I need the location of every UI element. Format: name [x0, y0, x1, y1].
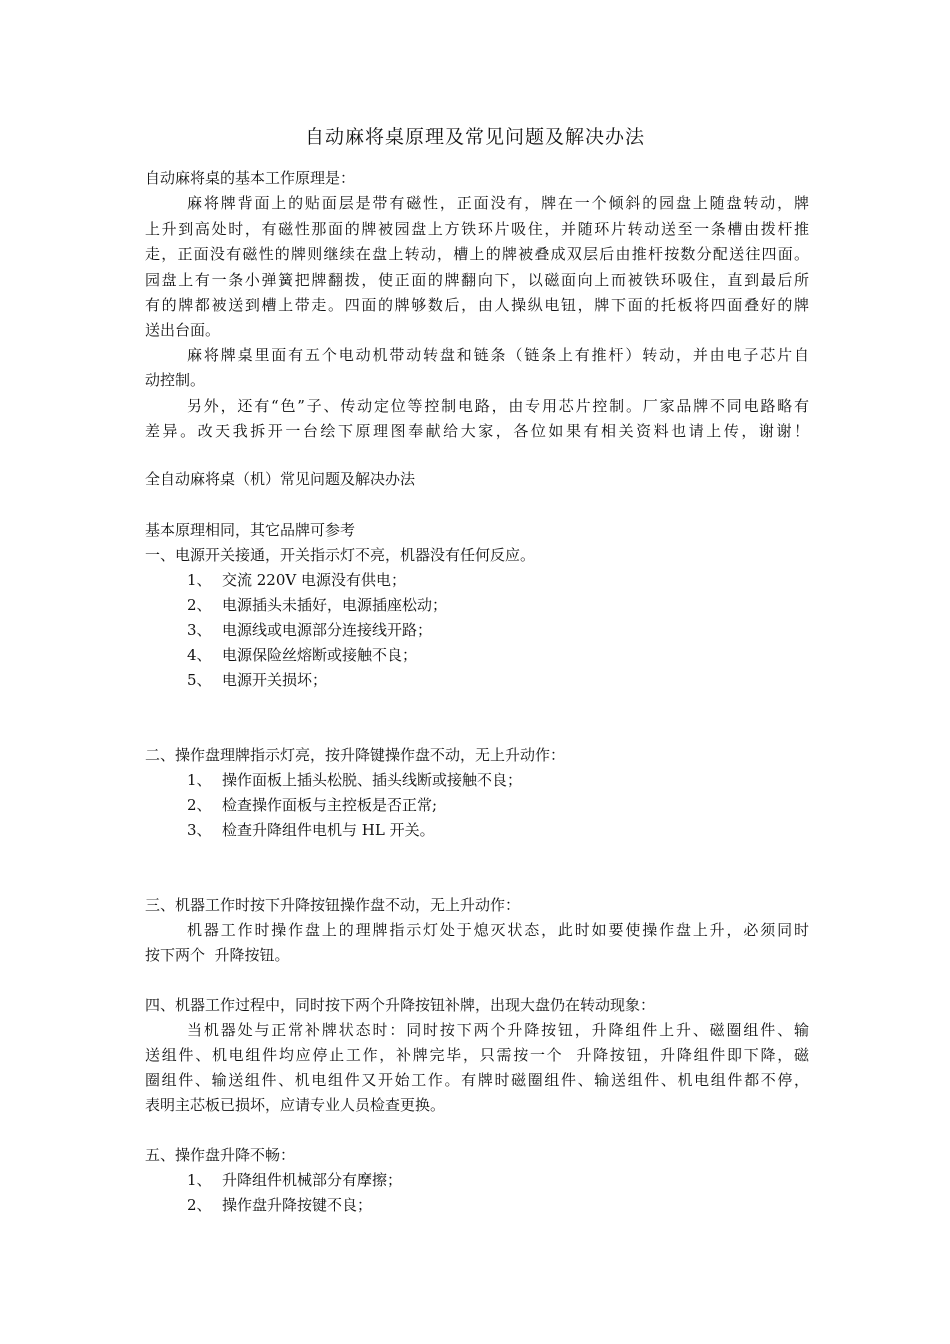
paragraph-line: 差异。改天我拆开一台绘下原理图奉献给大家，各位如果有相关资料也请上传，谢谢！: [145, 422, 809, 440]
paragraph-line: 麻将牌背面上的贴面层是带有磁性，正面没有，牌在一个倾斜的园盘上随盘转动，牌: [187, 194, 809, 212]
list-item-number: 4、: [187, 646, 212, 664]
list-item-number: 2、: [187, 1196, 212, 1214]
list-item-number: 3、: [187, 821, 212, 839]
list-item-text: 检查操作面板与主控板是否正常;: [222, 796, 438, 814]
list-item-number: 1、: [187, 771, 212, 789]
question-heading: 二、操作盘理牌指示灯亮，按升降键操作盘不动，无上升动作：: [145, 746, 566, 764]
paragraph-line: 送出台面。: [145, 321, 221, 339]
list-item-number: 2、: [187, 796, 212, 814]
question-heading: 四、机器工作过程中，同时按下两个升降按钮补牌，出现大盘仍在转动现象：: [145, 996, 656, 1014]
paragraph-line: 麻将牌桌里面有五个电动机带动转盘和链条（链条上有推杆）转动，并由电子芯片自: [187, 346, 809, 364]
paragraph-line: 另外，还有“色”子、传动定位等控制电路，由专用芯片控制。厂家品牌不同电路略有: [187, 397, 809, 415]
list-item-text: 电源线或电源部分连接线开路；: [222, 621, 433, 639]
list-item-text: 检查升降组件电机与 HL 开关。: [222, 821, 435, 839]
paragraph-line: 圈组件、输送组件、机电组件又开始工作。有牌时磁圈组件、输送组件、机电组件都不停，: [145, 1071, 809, 1089]
paragraph-line: 动控制。: [145, 371, 206, 389]
list-item-text: 升降组件机械部分有摩擦；: [222, 1171, 403, 1189]
basic-note: 基本原理相同，其它品牌可参考: [145, 521, 356, 539]
section-title: 全自动麻将桌（机）常见问题及解决办法: [145, 470, 416, 488]
paragraph-line: 按下两个 升降按钮。: [145, 946, 290, 964]
list-item-number: 2、: [187, 596, 212, 614]
paragraph-line: 园盘上有一条小弹簧把牌翻拨，使正面的牌翻向下，以磁面向上而被铁环吸住，直到最后所: [145, 271, 809, 289]
list-item-text: 电源开关损坏；: [222, 671, 328, 689]
list-item-number: 3、: [187, 621, 212, 639]
list-item-number: 1、: [187, 571, 212, 589]
list-item-number: 1、: [187, 1171, 212, 1189]
list-item-text: 操作面板上插头松脱、插头线断或接触不良；: [222, 771, 523, 789]
list-item-text: 电源插头未插好，电源插座松动；: [222, 596, 448, 614]
paragraph-line: 当机器处与正常补牌状态时：同时按下两个升降按钮，升降组件上升、磁圈组件、输: [187, 1021, 809, 1039]
question-heading: 一、电源开关接通，开关指示灯不亮，机器没有任何反应。: [145, 546, 536, 564]
paragraph-line: 表明主芯板已损坏，应请专业人员检查更换。: [145, 1096, 446, 1114]
paragraph-line: 有的牌都被送到槽上带走。四面的牌够数后，由人操纵电钮，牌下面的托板将四面叠好的牌: [145, 296, 809, 314]
list-item-text: 交流 220V 电源没有供电；: [222, 571, 406, 589]
question-heading: 三、机器工作时按下升降按钮操作盘不动，无上升动作：: [145, 896, 521, 914]
list-item-text: 操作盘升降按键不良；: [222, 1196, 373, 1214]
list-item-number: 5、: [187, 671, 212, 689]
document-title: 自动麻将桌原理及常见问题及解决办法: [304, 126, 645, 148]
paragraph-line: 机器工作时操作盘上的理牌指示灯处于熄灭状态，此时如要使操作盘上升，必须同时: [187, 921, 809, 939]
paragraph-line: 上升到高处时，有磁性那面的牌被园盘上方铁环片吸住，并随环片转动送至一条槽由拨杆推: [145, 220, 809, 238]
paragraph-line: 走，正面没有磁性的牌则继续在盘上转动，槽上的牌被叠成双层后由推杆按数分配送往四面。: [145, 245, 809, 263]
question-heading: 五、操作盘升降不畅：: [145, 1146, 296, 1164]
intro-heading: 自动麻将桌的基本工作原理是：: [145, 169, 356, 187]
list-item-text: 电源保险丝熔断或接触不良；: [222, 646, 418, 664]
paragraph-line: 送组件、机电组件均应停止工作，补牌完毕，只需按一个 升降按钮，升降组件即下降，磁: [145, 1046, 809, 1064]
